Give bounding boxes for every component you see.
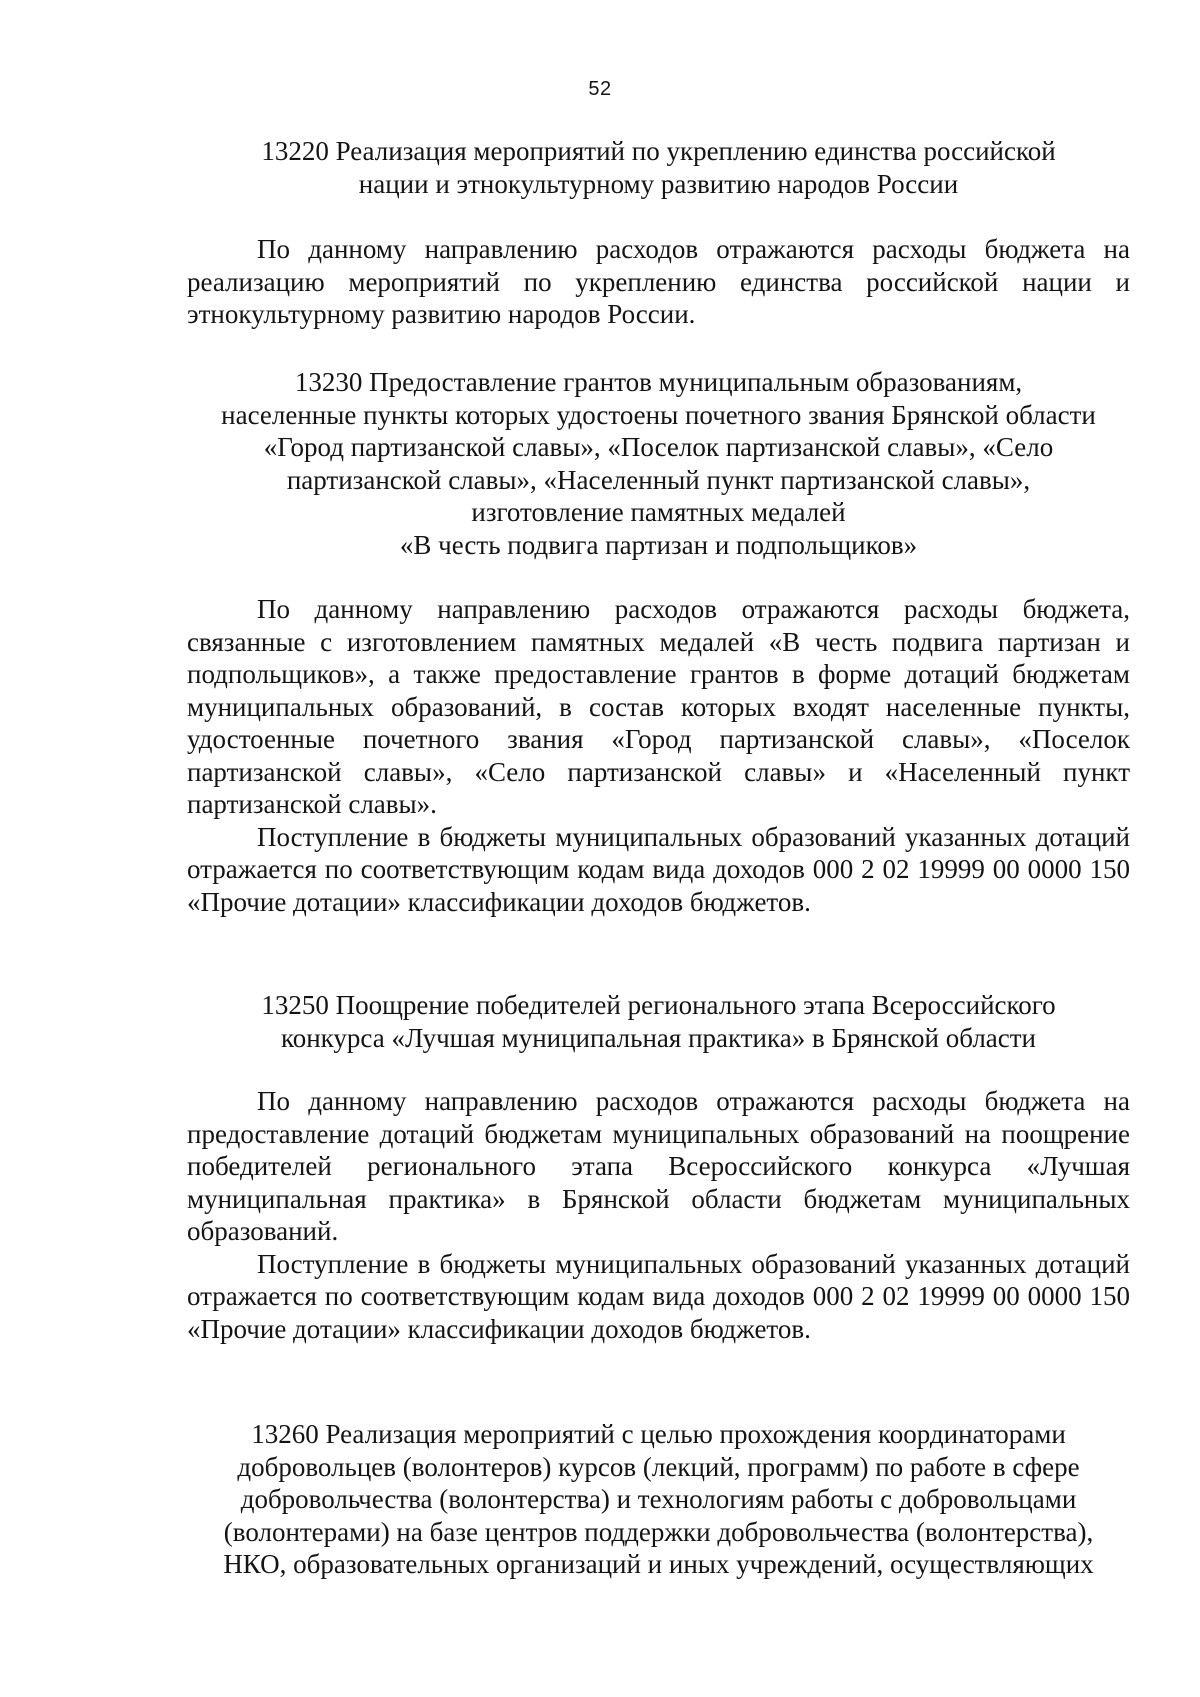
paragraph: Поступление в бюджеты муниципальных образований указанных дотаций отражается по соответствующим кодам вида доходов 000 2 02 19999 00 0000 150 «Прочие дотации» классификации доходов бюджетов. xyxy=(187,821,1130,917)
section-13230-body xyxy=(187,593,1130,918)
title-line: 13230 Предоставление грантов муниципальным образованиям, xyxy=(294,367,1023,397)
section-13260-title xyxy=(187,1418,1130,1581)
section-13220-title xyxy=(187,135,1130,200)
title-line: партизанской славы», «Населенный пункт партизанской славы», xyxy=(286,464,1031,495)
section-13250-title xyxy=(187,989,1130,1054)
paragraph: По данному направлению расходов отражаются расходы бюджета на реализацию мероприятий по укреплению единства российской нации и этнокультурному развитию народов России. xyxy=(187,234,1130,329)
section-13230-title xyxy=(187,366,1130,561)
title-line: «Город партизанской славы», «Поселок партизанской славы», «Село xyxy=(263,432,1054,462)
paragraph: По данному направлению расходов отражаются расходы бюджета, связанные с изготовлением памятных медалей «В честь подвига партизан и подпольщиков», а также предоставление грантов в форме дотаций бюджетам муниципальных образований, в состав которых входят населенные пункты, удостоенные почетного звания «Город партизанской славы», «Поселок партизанской славы», «Село партизанской славы» и «Населенный пункт партизанской славы». xyxy=(187,594,1130,819)
page-number: 52 xyxy=(588,78,612,100)
title-line: 13250 Поощрение победителей регионального этапа Всероссийского xyxy=(261,990,1056,1020)
paragraph: Поступление в бюджеты муниципальных образований указанных дотаций отражается по соответствующим кодам вида доходов 000 2 02 19999 00 0000 150 «Прочие дотации» классификации доходов бюджетов. xyxy=(187,1248,1130,1344)
title-line: (волонтерами) на базе центров поддержки добровольчества (волонтерства), xyxy=(223,1516,1094,1547)
title-line: конкурса «Лучшая муниципальная практика» в Брянской области xyxy=(280,1022,1037,1053)
title-line: НКО, образовательных организаций и иных учреждений, осуществляющих xyxy=(223,1549,1094,1579)
section-13220-body xyxy=(187,233,1130,331)
title-line: добровольцев (волонтеров) курсов (лекций, программ) по работе в сфере xyxy=(237,1451,1080,1482)
section-13250-body xyxy=(187,1085,1130,1345)
title-line: населенные пункты которых удостоены почетного звания Брянской области xyxy=(221,399,1096,430)
title-line: 13220 Реализация мероприятий по укреплению единства российской xyxy=(261,136,1056,166)
title-line: 13260 Реализация мероприятий с целью прохождения координаторами xyxy=(251,1419,1066,1449)
title-line: добровольчества (волонтерства) и технологиям работы с добровольцами xyxy=(240,1484,1077,1514)
title-line: изготовление памятных медалей xyxy=(471,497,846,527)
title-line: «В честь подвига партизан и подпольщиков» xyxy=(399,529,918,560)
title-line: нации и этнокультурному развитию народов России xyxy=(358,168,959,199)
paragraph: По данному направлению расходов отражаются расходы бюджета на предоставление дотаций бюджетам муниципальных образований на поощрение победителей регионального этапа Всероссийского конкурса «Лучшая муниципальная практика» в Брянской области бюджетам муниципальных образований. xyxy=(187,1086,1130,1246)
